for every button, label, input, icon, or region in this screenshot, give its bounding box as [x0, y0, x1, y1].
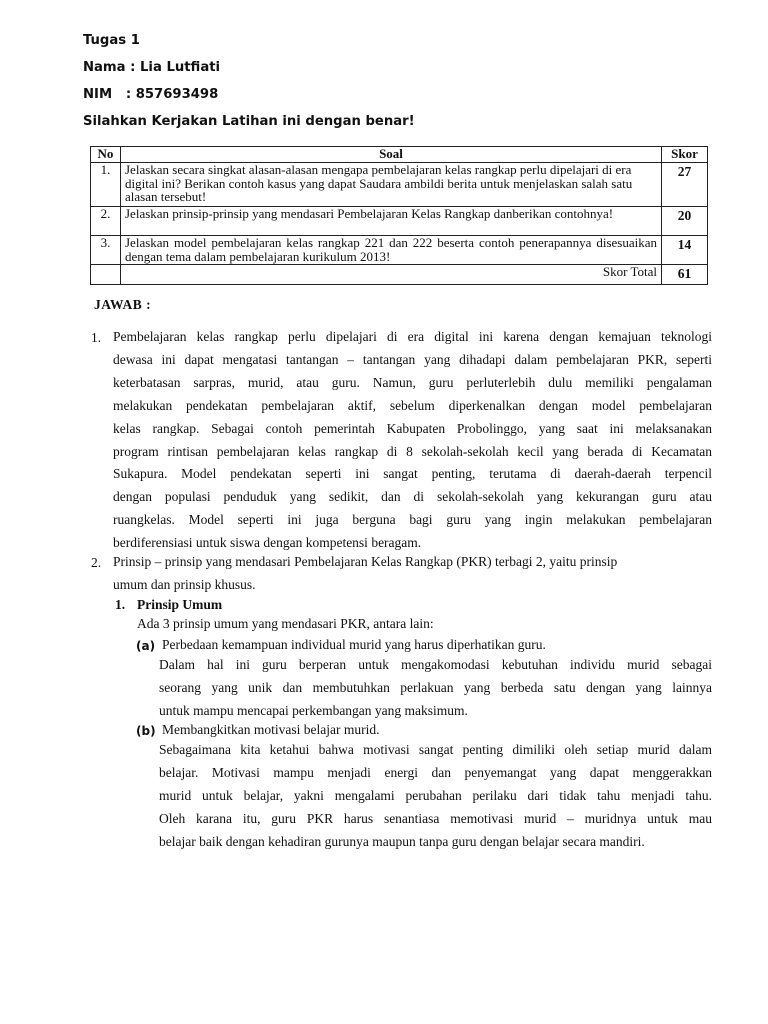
text-line: Prinsip – prinsip yang mendasari Pembelajaran Kelas Rangkap (PKR) terbagi 2, yaitu prinsip — [113, 554, 618, 569]
row-question: Jelaskan secara singkat alasan-alasan mengapa pembelajaran kelas rangkap perlu dipelajari di era digital ini? Berikan contoh kasus yang dapat Saudara ambildi berita untuk menjelaskan salah satu alasan tersebut! — [121, 163, 662, 207]
point-a-label: (a) — [136, 639, 156, 653]
total-empty-cell — [91, 265, 121, 285]
text-line: kelas rangkap. Sebagai contoh pemerintah Kabupaten Probolinggo, yang saat ini melaksanakan — [113, 420, 712, 436]
row-score: 14 — [662, 236, 708, 265]
row-no: 3. — [91, 236, 121, 265]
answer-1-paragraph — [113, 326, 712, 555]
total-label: Skor Total — [121, 265, 662, 285]
point-b-title: Membangkitkan motivasi belajar murid. — [162, 722, 380, 737]
sub-1-title: Prinsip Umum — [137, 597, 223, 612]
text-line: umum dan prinsip khusus. — [113, 576, 256, 592]
text-line: Pembelajaran kelas rangkap perlu dipelajari di era digital ini karena dengan kemajuan teknologi — [113, 329, 712, 344]
text-line: ruangkelas. Model seperti ini juga berguna bagi guru yang ingin melakukan pembelajaran — [113, 512, 712, 528]
text-line: belajar baik dengan kehadiran gurunya maupun tanpa guru dengan belajar secara mandiri. — [159, 833, 645, 849]
student-nim: NIM : 857693498 — [83, 87, 219, 102]
header-skor: Skor — [662, 147, 708, 163]
text-line: dewasa ini dapat mengatasi tantangan – tantangan yang dihadapi dalam pembelajaran PKR, seperti — [113, 351, 712, 367]
text-line: Sukapura. Model pendekatan seperti ini sangat penting, terutama di daerah-daerah terpencil — [113, 466, 712, 482]
table-row — [91, 163, 708, 207]
row-score: 20 — [662, 207, 708, 236]
sub-1-number: 1. — [115, 597, 126, 612]
answer-heading: JAWAB : — [94, 297, 152, 312]
sub-1-intro: Ada 3 prinsip umum yang mendasari PKR, antara lain: — [137, 616, 434, 631]
header-no: No — [91, 147, 121, 163]
student-name: Nama : Lia Lutfiati — [83, 60, 221, 75]
table-row — [91, 207, 708, 236]
text-line: seorang yang unik dan membutuhkan perlakuan yang berbeda satu dengan yang lainnya — [159, 679, 712, 695]
row-question: Jelaskan prinsip-prinsip yang mendasari Pembelajaran Kelas Rangkap danberikan contohnya! — [121, 207, 662, 236]
text-line: berdiferensiasi untuk siswa dengan kompetensi beragam. — [113, 535, 422, 551]
header-soal: Soal — [121, 147, 662, 163]
point-a-paragraph — [159, 654, 712, 723]
instruction: Silahkan Kerjakan Latihan ini dengan benar! — [83, 114, 415, 129]
task-title: Tugas 1 — [83, 33, 140, 48]
point-a-title: Perbedaan kemampuan individual murid yang harus diperhatikan guru. — [162, 637, 546, 652]
total-score: 61 — [662, 265, 708, 285]
text-line: Sebagaimana kita ketahui bahwa motivasi sangat penting dimiliki oleh setiap murid dalam — [159, 742, 712, 757]
text-line: dengan populasi penduduk yang sedikit, dan di sekolah-sekolah yang kekurangan guru atau — [113, 489, 712, 505]
text-line: Dalam hal ini guru berperan untuk mengakomodasi kebutuhan individu murid sebagai — [159, 657, 712, 672]
table-total-row — [91, 265, 708, 285]
text-line: program rintisan pembelajaran kelas rangkap di 8 sekolah-sekolah kecil yang berada di Kecamatan — [113, 443, 712, 459]
text-line: murid untuk belajar, yakni mengalami perubahan perilaku dari tidak tahu menjadi tahu. — [159, 787, 712, 803]
row-score: 27 — [662, 163, 708, 207]
answer-2-intro — [113, 551, 712, 597]
row-question: Jelaskan model pembelajaran kelas rangkap 221 dan 222 beserta contoh penerapannya disesuaikan dengan tema dalam pembelajaran kurikulum 2013! — [121, 236, 662, 265]
answer-2-number: 2. — [91, 555, 102, 570]
text-line: melakukan pendekatan pembelajaran aktif, sebelum diperkenalkan dengan model pembelajaran — [113, 397, 712, 413]
question-table — [90, 146, 708, 285]
point-b-label: (b) — [136, 724, 156, 738]
table-row — [91, 236, 708, 265]
text-line: untuk mampu mencapai perkembangan yang maksimum. — [159, 702, 468, 718]
answer-1-number: 1. — [91, 330, 102, 345]
row-no: 1. — [91, 163, 121, 207]
text-line: belajar. Motivasi mampu menjadi energi dan penyemangat yang dapat menggerakkan — [159, 764, 712, 780]
point-b-paragraph — [159, 739, 712, 854]
row-no: 2. — [91, 207, 121, 236]
text-line: keterbatasan sarpras, murid, atau guru. Namun, guru perluterlebih dulu memiliki pengalaman — [113, 374, 712, 390]
text-line: Oleh karana itu, guru PKR harus senantiasa memotivasi murid – muridnya untuk mau — [159, 810, 712, 826]
table-header-row — [91, 147, 708, 163]
